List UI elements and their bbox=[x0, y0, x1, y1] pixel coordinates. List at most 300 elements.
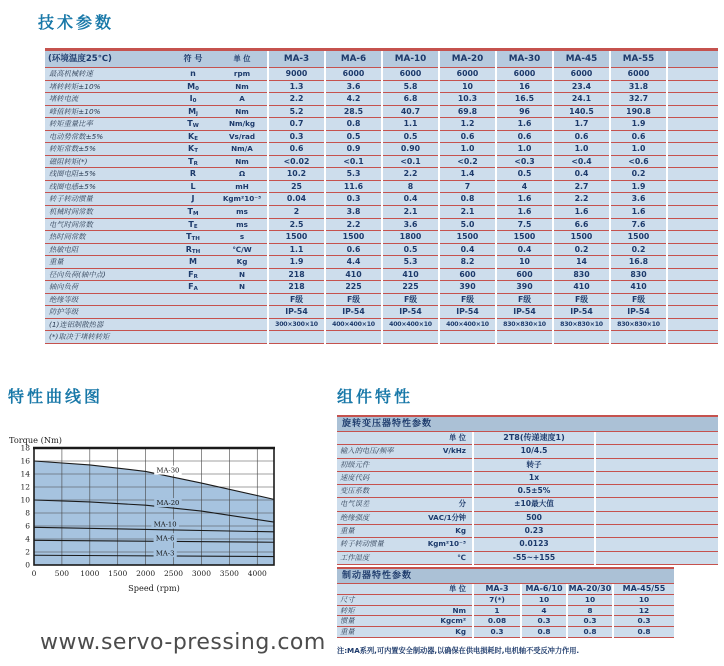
value-cell: 1x bbox=[474, 472, 594, 485]
value-cell: 830 bbox=[611, 269, 666, 282]
value-cell bbox=[269, 331, 324, 344]
row-stripe bbox=[45, 256, 267, 269]
empty-cell bbox=[596, 498, 718, 511]
ytick-label: 2 bbox=[25, 547, 30, 557]
parameter-label: 线圈电感±5% bbox=[49, 181, 96, 191]
value-cell: F级 bbox=[611, 294, 666, 307]
empty-cell bbox=[668, 193, 718, 206]
value-cell: 0.3 bbox=[269, 131, 324, 144]
brake-table-title: 制动器特性参数 bbox=[337, 567, 674, 584]
value-cell: 16.5 bbox=[497, 93, 552, 106]
empty-cell bbox=[668, 219, 718, 232]
resolver-row bbox=[337, 445, 718, 458]
value-cell: 1.6 bbox=[497, 206, 552, 219]
empty-cell bbox=[668, 244, 718, 257]
ytick-label: 6 bbox=[25, 521, 30, 531]
empty-cell bbox=[668, 319, 718, 332]
value-cell: 2.7 bbox=[554, 181, 609, 194]
parameter-label: 线圈电阻±5% bbox=[49, 169, 96, 179]
parameter-label: (*)取决于堵转转矩 bbox=[49, 332, 110, 342]
parameter-symbol: $T_E$ bbox=[188, 219, 198, 230]
value-cell: 0.6 bbox=[554, 131, 609, 144]
header-stripe bbox=[45, 51, 267, 68]
row-stripe bbox=[45, 156, 267, 169]
parameter-symbol: $K_E$ bbox=[188, 131, 198, 142]
empty-cell bbox=[668, 206, 718, 219]
value-cell: F级 bbox=[497, 294, 552, 307]
model-column-header: MA-10 bbox=[383, 51, 438, 68]
parameter-label: 轴向负荷 bbox=[49, 282, 79, 292]
value-cell: <0.4 bbox=[554, 156, 609, 169]
value-cell: 0.4 bbox=[554, 168, 609, 181]
value-cell: 5.2 bbox=[269, 106, 324, 119]
value-cell: F级 bbox=[440, 294, 495, 307]
parameter-unit: ms bbox=[236, 219, 248, 229]
brake-row-stripe bbox=[337, 595, 472, 606]
parameter-unit: Kgm²10⁻³ bbox=[222, 194, 262, 204]
parameter-label: 转矩重量比率 bbox=[49, 119, 93, 129]
series-label-MA-20: MA-20 bbox=[156, 499, 180, 508]
value-cell: 1.2 bbox=[440, 118, 495, 131]
value-cell: 0.04 bbox=[269, 193, 324, 206]
parameter-label: 机械时间常数 bbox=[49, 207, 93, 217]
value-cell: 6.6 bbox=[554, 219, 609, 232]
xtick-label: 2000 bbox=[136, 569, 156, 578]
value-cell: 300×300×10 bbox=[269, 319, 324, 332]
brake-row bbox=[337, 627, 674, 638]
value-cell: 0.4 bbox=[383, 193, 438, 206]
value-cell: 1.1 bbox=[383, 118, 438, 131]
parameter-unit: rpm bbox=[233, 69, 251, 78]
value-cell: 16 bbox=[497, 81, 552, 94]
empty-cell bbox=[668, 68, 718, 81]
value-cell: 390 bbox=[440, 281, 495, 294]
parameter-label: 电气误差 bbox=[340, 499, 370, 509]
empty-cell bbox=[596, 538, 718, 551]
value-cell: 0.8 bbox=[522, 627, 566, 638]
row-stripe bbox=[45, 93, 267, 106]
parameter-symbol: J bbox=[191, 194, 195, 204]
empty-cell bbox=[596, 552, 718, 565]
torque-speed-chart-svg bbox=[6, 434, 306, 600]
value-cell: 1.0 bbox=[440, 143, 495, 156]
parameter-symbol: $T_M$ bbox=[187, 207, 199, 218]
value-cell: 6000 bbox=[497, 68, 552, 81]
table-row bbox=[45, 319, 718, 332]
xtick-label: 1500 bbox=[108, 569, 128, 578]
table-row bbox=[45, 143, 718, 156]
parameter-label: 速度代码 bbox=[340, 472, 370, 482]
section-title-characteristic-curves: 特性曲线图 bbox=[8, 387, 104, 406]
series-label-MA-3: MA-3 bbox=[155, 549, 175, 558]
value-cell: IP-54 bbox=[497, 306, 552, 319]
value-cell: 5.3 bbox=[383, 256, 438, 269]
value-cell: 0.08 bbox=[474, 616, 520, 627]
value-cell: 400×400×10 bbox=[326, 319, 381, 332]
series-label-MA-6: MA-6 bbox=[155, 534, 175, 543]
parameter-unit: Nm/kg bbox=[228, 119, 256, 129]
value-cell: 4 bbox=[497, 181, 552, 194]
torque-speed-chart bbox=[6, 434, 306, 604]
table-row bbox=[45, 93, 718, 106]
parameter-unit: N bbox=[238, 269, 245, 279]
value-cell: 0.6 bbox=[497, 131, 552, 144]
value-cell bbox=[383, 331, 438, 344]
table-row bbox=[45, 118, 718, 131]
value-cell: 1800 bbox=[383, 231, 438, 244]
resolver-row-stripe bbox=[337, 498, 472, 511]
parameter-unit: Vs/rad bbox=[228, 131, 255, 141]
value-cell: 32.7 bbox=[611, 93, 666, 106]
value-cell: 1.9 bbox=[269, 256, 324, 269]
parameter-unit: 分 bbox=[458, 499, 466, 509]
parameter-label: 转子转动惯量 bbox=[49, 194, 93, 204]
value-cell: 10 bbox=[614, 595, 674, 606]
value-cell: 218 bbox=[269, 269, 324, 282]
value-cell: 0.5±5% bbox=[474, 485, 594, 498]
value-cell: 10.3 bbox=[440, 93, 495, 106]
value-cell bbox=[497, 331, 552, 344]
parameter-unit: ms bbox=[236, 207, 248, 217]
value-cell: 2.2 bbox=[326, 219, 381, 232]
value-cell: 0.6 bbox=[326, 244, 381, 257]
brake-note: 注:MA系列,可内置安全制动器,以确保在供电损耗时,电机轴不受反冲力作用. bbox=[337, 646, 580, 655]
value-cell: <0.3 bbox=[497, 156, 552, 169]
table-row bbox=[45, 156, 718, 169]
empty-cell bbox=[596, 485, 718, 498]
parameter-symbol bbox=[169, 319, 217, 331]
value-cell: 16.8 bbox=[611, 256, 666, 269]
row-stripe bbox=[45, 206, 267, 219]
brake-characteristics-table bbox=[337, 567, 674, 638]
ytick-label: 14 bbox=[20, 469, 30, 479]
parameter-symbol: $M_j$ bbox=[188, 106, 198, 117]
xtick-label: 3000 bbox=[191, 569, 211, 578]
parameter-symbol: $F_A$ bbox=[188, 282, 198, 293]
parameter-unit bbox=[217, 294, 267, 306]
parameter-label: 电动势常数±5% bbox=[49, 131, 104, 141]
ytick-label: 4 bbox=[25, 534, 30, 544]
table-row bbox=[45, 231, 718, 244]
empty-cell bbox=[668, 331, 718, 344]
row-stripe bbox=[45, 231, 267, 244]
value-cell: 190.8 bbox=[611, 106, 666, 119]
parameter-label: 尺寸 bbox=[340, 594, 355, 604]
value-cell: 1500 bbox=[497, 231, 552, 244]
unit-column-header: 单 位 bbox=[233, 54, 251, 63]
value-cell: 0.5 bbox=[326, 131, 381, 144]
parameter-unit: s bbox=[239, 232, 245, 242]
brake-row-stripe bbox=[337, 627, 472, 638]
parameter-unit: mH bbox=[235, 181, 249, 191]
value-cell: 8.2 bbox=[440, 256, 495, 269]
parameter-label: 热时间常数 bbox=[49, 232, 86, 242]
value-cell: 3.6 bbox=[326, 81, 381, 94]
value-cell: 0.5 bbox=[383, 131, 438, 144]
value-cell: <0.1 bbox=[326, 156, 381, 169]
value-cell: 1.0 bbox=[554, 143, 609, 156]
value-cell: 0.0123 bbox=[474, 538, 594, 551]
value-cell bbox=[326, 331, 381, 344]
value-cell: 3.8 bbox=[326, 206, 381, 219]
value-cell: 3.6 bbox=[611, 193, 666, 206]
parameter-unit: N bbox=[238, 282, 245, 292]
value-cell: 830×830×10 bbox=[554, 319, 609, 332]
value-cell: 转子 bbox=[474, 459, 594, 472]
parameter-unit: ℃ bbox=[457, 552, 466, 562]
value-cell: 2.2 bbox=[554, 193, 609, 206]
value-cell: F级 bbox=[326, 294, 381, 307]
value-cell: 12 bbox=[614, 606, 674, 617]
value-cell: 0.6 bbox=[440, 131, 495, 144]
empty-cell bbox=[596, 512, 718, 525]
value-cell: 1500 bbox=[554, 231, 609, 244]
row-stripe bbox=[45, 118, 267, 131]
parameter-symbol: $T_{TH}$ bbox=[186, 232, 200, 243]
value-cell: 0.7 bbox=[269, 118, 324, 131]
brake-model-header: MA-6/10 bbox=[522, 584, 566, 595]
parameter-unit: Kgm²10⁻³ bbox=[427, 539, 466, 549]
ytick-label: 10 bbox=[20, 495, 30, 505]
table-row bbox=[45, 206, 718, 219]
value-cell: 9000 bbox=[269, 68, 324, 81]
table-row bbox=[45, 219, 718, 232]
value-cell: 23.4 bbox=[554, 81, 609, 94]
parameter-unit bbox=[408, 595, 472, 605]
value-cell: 25 bbox=[269, 181, 324, 194]
resolver-header-row bbox=[337, 432, 718, 445]
empty-cell bbox=[668, 256, 718, 269]
value-cell: 6000 bbox=[611, 68, 666, 81]
resolver-row-stripe bbox=[337, 472, 472, 485]
xtick-label: 3500 bbox=[219, 569, 239, 578]
value-cell: 0.2 bbox=[611, 168, 666, 181]
brake-model-header: MA-3 bbox=[474, 584, 520, 595]
value-cell: 6000 bbox=[554, 68, 609, 81]
table-row bbox=[45, 81, 718, 94]
parameter-symbol: $T_W$ bbox=[187, 119, 199, 130]
value-cell: 10.2 bbox=[269, 168, 324, 181]
value-cell: 0.90 bbox=[383, 143, 438, 156]
value-cell: 0.6 bbox=[611, 131, 666, 144]
resolver-row-stripe bbox=[337, 485, 472, 498]
empty-cell bbox=[668, 93, 718, 106]
value-cell: 1.9 bbox=[611, 181, 666, 194]
value-cell: F级 bbox=[383, 294, 438, 307]
technical-parameters-table bbox=[45, 48, 718, 344]
value-cell: 410 bbox=[611, 281, 666, 294]
empty-cell bbox=[668, 131, 718, 144]
value-cell: 600 bbox=[497, 269, 552, 282]
model-column-header: MA-6 bbox=[326, 51, 381, 68]
parameter-label: 工作温度 bbox=[340, 552, 370, 562]
value-cell: IP-54 bbox=[440, 306, 495, 319]
parameter-label: 转矩常数±5% bbox=[49, 144, 96, 154]
value-cell: 0.8 bbox=[614, 627, 674, 638]
empty-cell bbox=[668, 281, 718, 294]
resolver-row-stripe bbox=[337, 525, 472, 538]
value-cell: 1.6 bbox=[497, 118, 552, 131]
table-row bbox=[45, 181, 718, 194]
value-cell: 5.8 bbox=[383, 81, 438, 94]
value-cell: 0.5 bbox=[497, 168, 552, 181]
parameter-label: 磁阻转矩(*) bbox=[49, 156, 88, 166]
ytick-label: 8 bbox=[25, 508, 30, 518]
model-column-header: MA-55 bbox=[611, 51, 666, 68]
table-row bbox=[45, 256, 718, 269]
value-cell: 10 bbox=[568, 595, 612, 606]
value-cell: 830×830×10 bbox=[497, 319, 552, 332]
value-cell: 0.5 bbox=[383, 244, 438, 257]
table-row bbox=[45, 68, 718, 81]
parameter-symbol: R bbox=[189, 169, 197, 179]
value-cell: 7(*) bbox=[474, 595, 520, 606]
value-cell: 2 bbox=[269, 206, 324, 219]
value-cell: 4.4 bbox=[326, 256, 381, 269]
row-stripe bbox=[45, 294, 267, 307]
unit-column-header: 单 位 bbox=[449, 584, 466, 593]
brake-model-header: MA-45/55 bbox=[614, 584, 674, 595]
parameter-symbol: $I_0$ bbox=[189, 94, 197, 105]
value-cell: 5.0 bbox=[440, 219, 495, 232]
table-row bbox=[45, 294, 718, 307]
section-title-technical-parameters: 技术参数 bbox=[38, 13, 115, 32]
table-row bbox=[45, 131, 718, 144]
parameter-symbol bbox=[169, 306, 217, 318]
value-cell: 8 bbox=[568, 606, 612, 617]
row-stripe bbox=[45, 168, 267, 181]
empty-cell bbox=[668, 231, 718, 244]
empty-cell bbox=[668, 106, 718, 119]
parameter-symbol: $K_T$ bbox=[188, 144, 198, 155]
value-cell: IP-54 bbox=[611, 306, 666, 319]
model-column-header: MA-3 bbox=[269, 51, 324, 68]
y-axis-title: Torque (Nm) bbox=[9, 435, 62, 445]
x-axis-title: Speed (rpm) bbox=[128, 583, 180, 593]
value-cell: 0.9 bbox=[326, 143, 381, 156]
value-cell: 10 bbox=[522, 595, 566, 606]
parameter-unit: Kg bbox=[455, 627, 466, 637]
row-stripe bbox=[45, 68, 267, 81]
unit-column-header: 单 位 bbox=[449, 433, 466, 442]
value-cell: 28.5 bbox=[326, 106, 381, 119]
value-cell: 7.5 bbox=[497, 219, 552, 232]
parameter-unit bbox=[408, 472, 472, 484]
value-cell: 218 bbox=[269, 281, 324, 294]
table-row bbox=[45, 306, 718, 319]
value-cell: 1.6 bbox=[497, 193, 552, 206]
value-cell: 1500 bbox=[440, 231, 495, 244]
watermark-url: www.servo-pressing.com bbox=[40, 630, 326, 655]
value-cell: ±10最大值 bbox=[474, 498, 594, 511]
ytick-label: 0 bbox=[25, 560, 30, 570]
parameter-unit: Ω bbox=[238, 169, 246, 179]
row-stripe bbox=[45, 143, 267, 156]
value-cell: 0.3 bbox=[474, 627, 520, 638]
ytick-label: 16 bbox=[20, 456, 30, 466]
spacer bbox=[337, 584, 408, 594]
value-cell: 1.9 bbox=[611, 118, 666, 131]
parameter-unit: Kg bbox=[455, 526, 466, 536]
parameter-symbol: $M_0$ bbox=[187, 81, 199, 92]
parameter-label: 绝缘等级 bbox=[49, 294, 79, 304]
parameter-symbol: M bbox=[189, 257, 197, 267]
value-cell: 400×400×10 bbox=[440, 319, 495, 332]
parameter-label: 防护等级 bbox=[49, 307, 79, 317]
value-cell: <0.6 bbox=[611, 156, 666, 169]
brake-header-stripe bbox=[337, 584, 472, 595]
parameter-label: 转矩 bbox=[340, 605, 355, 615]
parameter-label: 热敏电阻 bbox=[49, 244, 79, 254]
parameter-unit bbox=[217, 306, 267, 318]
parameter-label: 重量 bbox=[340, 526, 355, 536]
table-row bbox=[45, 269, 718, 282]
value-cell: 6000 bbox=[440, 68, 495, 81]
parameter-label: 变压系数 bbox=[340, 486, 370, 496]
value-cell: 0.3 bbox=[326, 193, 381, 206]
parameter-unit: V/kHz bbox=[442, 446, 466, 456]
row-stripe bbox=[45, 219, 267, 232]
value-cell: 0.3 bbox=[568, 616, 612, 627]
table-row bbox=[45, 193, 718, 206]
resolver-row-stripe bbox=[337, 459, 472, 472]
xtick-label: 1000 bbox=[80, 569, 100, 578]
value-cell: 1500 bbox=[326, 231, 381, 244]
resolver-row bbox=[337, 552, 718, 565]
value-cell: 2.2 bbox=[269, 93, 324, 106]
spacer bbox=[337, 432, 408, 444]
value-cell: 1500 bbox=[611, 231, 666, 244]
value-cell: 1.6 bbox=[611, 206, 666, 219]
value-cell: 31.8 bbox=[611, 81, 666, 94]
parameter-label: 径向负荷(轴中点) bbox=[49, 269, 106, 279]
xtick-label: 4000 bbox=[247, 569, 267, 578]
value-cell: F级 bbox=[269, 294, 324, 307]
parameter-label: 输入的电压/频率 bbox=[340, 446, 394, 456]
value-cell: 390 bbox=[497, 281, 552, 294]
value-cell: 24.1 bbox=[554, 93, 609, 106]
value-cell: 7.6 bbox=[611, 219, 666, 232]
value-cell: 1.6 bbox=[554, 206, 609, 219]
parameter-symbol: $R_{TH}$ bbox=[185, 244, 201, 255]
value-cell: IP-54 bbox=[326, 306, 381, 319]
value-cell: 0.6 bbox=[269, 143, 324, 156]
parameter-symbol: n bbox=[190, 69, 196, 78]
value-cell: 0.4 bbox=[497, 244, 552, 257]
value-cell: 5.3 bbox=[326, 168, 381, 181]
row-stripe bbox=[45, 306, 267, 319]
empty-cell bbox=[596, 459, 718, 472]
resolver-row-stripe bbox=[337, 512, 472, 525]
value-cell: 1 bbox=[474, 606, 520, 617]
row-stripe bbox=[45, 181, 267, 194]
parameter-label: 峰值转矩±10% bbox=[49, 106, 101, 116]
value-cell: <0.2 bbox=[440, 156, 495, 169]
value-cell: 1.4 bbox=[440, 168, 495, 181]
value-cell: 1.0 bbox=[611, 143, 666, 156]
row-stripe bbox=[45, 131, 267, 144]
value-cell: 4.2 bbox=[326, 93, 381, 106]
value-cell: 0.2 bbox=[611, 244, 666, 257]
parameter-unit bbox=[217, 331, 267, 343]
series-label-MA-10: MA-10 bbox=[153, 520, 177, 529]
value-cell: 6000 bbox=[326, 68, 381, 81]
value-cell: 600 bbox=[440, 269, 495, 282]
brake-row bbox=[337, 595, 674, 606]
parameter-unit: Nm bbox=[235, 106, 249, 116]
value-cell: 410 bbox=[326, 269, 381, 282]
parameter-symbol: L bbox=[190, 181, 196, 191]
